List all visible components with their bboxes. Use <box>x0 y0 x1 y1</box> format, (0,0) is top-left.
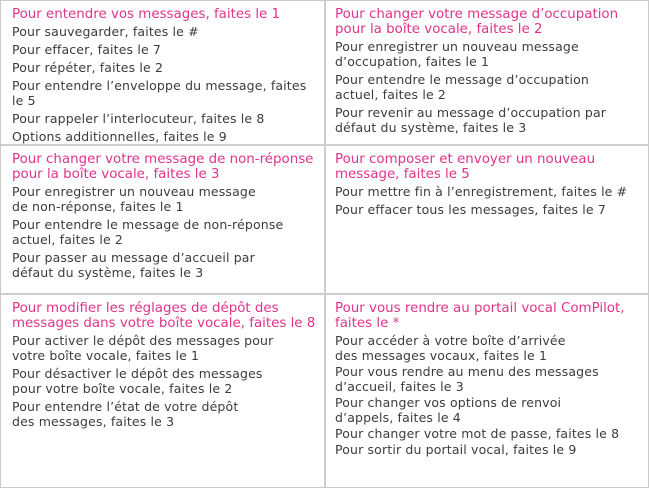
menu-option <box>12 24 316 39</box>
menu-option-line: Pour passer au message d’accueil par <box>12 250 255 265</box>
heading-line: Pour modifier les réglages de dépôt des <box>12 301 279 316</box>
cell-compose-message <box>326 146 648 295</box>
menu-option-line: Pour mettre fin à l’enregistrement, faites le # <box>335 184 628 199</box>
menu-option <box>335 105 640 135</box>
menu-option-line: votre boîte vocale, faites le 1 <box>12 348 200 363</box>
menu-option <box>335 426 640 441</box>
menu-option-line: Pour accéder à votre boîte d’arrivée <box>335 333 566 348</box>
heading-line: Pour changer votre message de non-réponse <box>12 152 314 167</box>
heading-line: Pour changer votre message d’occupation <box>335 7 619 22</box>
menu-option <box>12 184 316 214</box>
menu-option-line: Pour entendre le message d’occupation <box>335 72 589 87</box>
menu-option-line: pour votre boîte vocale, faites le 2 <box>12 381 233 396</box>
menu-option <box>12 60 316 75</box>
cell-voice-portal <box>326 295 648 487</box>
menu-option-line: Options additionnelles, faites le 9 <box>12 129 227 144</box>
section-heading <box>12 7 316 22</box>
menu-option-line: Pour effacer, faites le 7 <box>12 42 162 57</box>
menu-option <box>12 78 316 108</box>
menu-option-line: Pour rappeler l’interlocuteur, faites le 8 <box>12 111 265 126</box>
menu-option-line: de non-réponse, faites le 1 <box>12 199 184 214</box>
section-heading <box>335 7 640 37</box>
section-heading <box>12 152 316 182</box>
section-heading <box>335 152 640 182</box>
menu-option-line: des messages, faites le 3 <box>12 414 175 429</box>
menu-option-line: Pour sortir du portail vocal, faites le 9 <box>335 442 577 457</box>
menu-option-line: Pour activer le dépôt des messages pour <box>12 333 274 348</box>
heading-line: message, faites le 5 <box>335 167 470 182</box>
menu-option <box>335 364 640 394</box>
menu-option-line: Pour enregistrer un nouveau message <box>12 184 256 199</box>
menu-option <box>12 366 316 396</box>
menu-option-line: Pour désactiver le dépôt des messages <box>12 366 263 381</box>
menu-option <box>12 111 316 126</box>
menu-option-line: Pour changer votre mot de passe, faites le 8 <box>335 426 620 441</box>
menu-option-line: Pour vous rendre au menu des messages <box>335 364 599 379</box>
menu-option <box>335 395 640 425</box>
menu-option <box>12 399 316 429</box>
menu-option-line: Pour effacer tous les messages, faites le 7 <box>335 202 606 217</box>
menu-option-line: actuel, faites le 2 <box>12 232 124 247</box>
menu-option-line: d’accueil, faites le 3 <box>335 379 464 394</box>
cell-no-answer-greeting <box>1 146 326 295</box>
menu-option-line: Pour entendre le message de non-réponse <box>12 217 284 232</box>
menu-option-line: défaut du système, faites le 3 <box>335 120 527 135</box>
heading-line: faites le * <box>335 316 400 331</box>
cell-listen-messages <box>1 1 326 146</box>
menu-option-line: des messages vocaux, faites le 1 <box>335 348 548 363</box>
menu-option <box>335 442 640 457</box>
menu-option-line: Pour changer vos options de renvoi <box>335 395 562 410</box>
menu-option-line: Pour répéter, faites le 2 <box>12 60 164 75</box>
menu-option <box>335 202 640 217</box>
cell-deposit-settings <box>1 295 326 487</box>
menu-option <box>335 184 640 199</box>
cell-busy-greeting <box>326 1 648 146</box>
menu-option <box>335 39 640 69</box>
heading-line: pour la boîte vocale, faites le 3 <box>12 167 220 182</box>
menu-option-line: Pour entendre l’enveloppe du message, faites le 5 <box>12 78 307 108</box>
menu-option <box>12 129 316 144</box>
menu-option-line: d’occupation, faites le 1 <box>335 54 490 69</box>
heading-line: Pour vous rendre au portail vocal ComPilot, <box>335 301 625 316</box>
section-heading <box>335 301 640 331</box>
menu-option <box>12 217 316 247</box>
menu-option-line: actuel, faites le 2 <box>335 87 447 102</box>
section-heading <box>12 301 316 331</box>
menu-option-line: défaut du système, faites le 3 <box>12 265 204 280</box>
menu-option-line: Pour entendre l’état de votre dépôt <box>12 399 239 414</box>
menu-option <box>335 333 640 363</box>
menu-option <box>335 72 640 102</box>
menu-option <box>12 333 316 363</box>
heading-line: pour la boîte vocale, faites le 2 <box>335 22 543 37</box>
menu-option-line: Pour sauvegarder, faites le # <box>12 24 199 39</box>
heading-line: Pour entendre vos messages, faites le 1 <box>12 7 281 22</box>
menu-option <box>12 250 316 280</box>
menu-option-line: d’appels, faites le 4 <box>335 410 461 425</box>
heading-line: Pour composer et envoyer un nouveau <box>335 152 596 167</box>
menu-option-line: Pour enregistrer un nouveau message <box>335 39 579 54</box>
heading-line: messages dans votre boîte vocale, faites le 8 <box>12 316 316 331</box>
menu-option <box>12 42 316 57</box>
menu-option-line: Pour revenir au message d’occupation par <box>335 105 607 120</box>
